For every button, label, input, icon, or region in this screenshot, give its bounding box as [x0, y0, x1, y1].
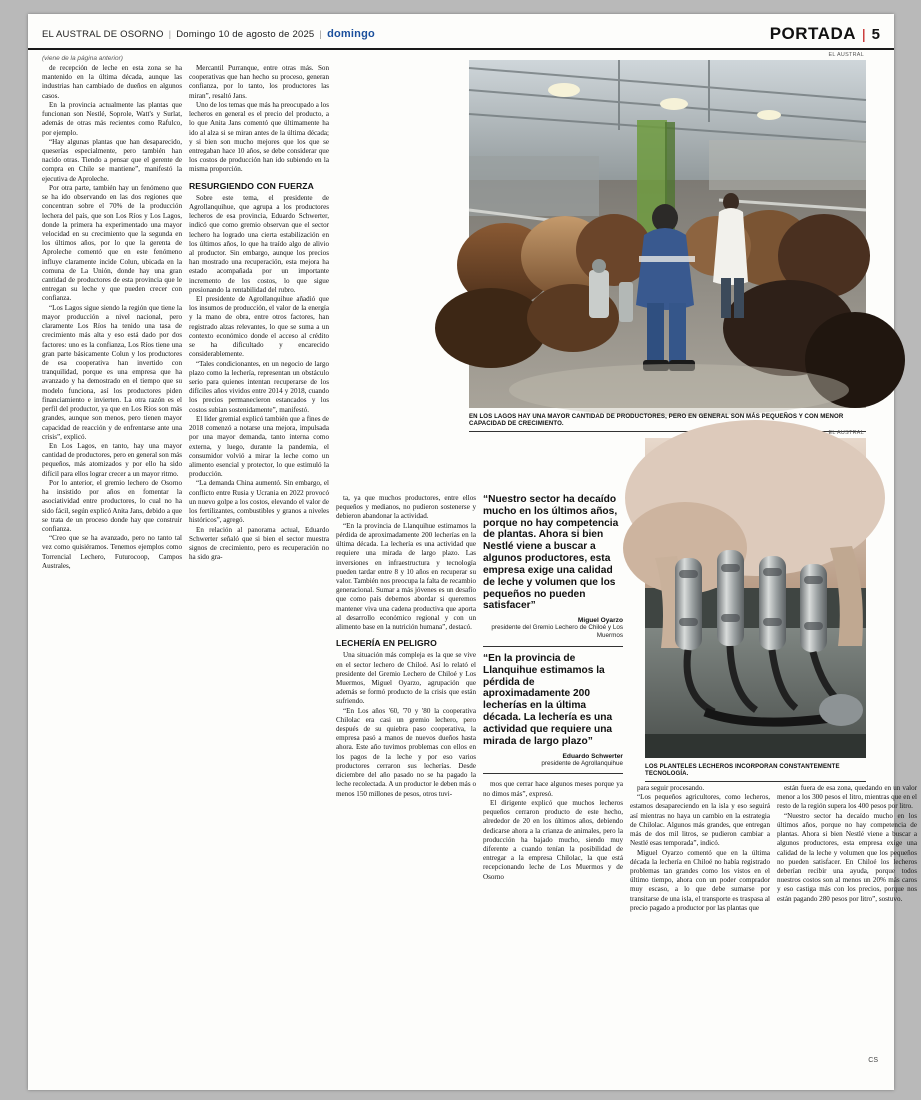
- photo-credit: EL AUSTRAL: [828, 430, 864, 436]
- pullquote-role: presidente del Gremio Lechero de Chiloé y Los Muermos: [491, 624, 623, 640]
- column-4: [483, 64, 623, 1064]
- paragraph: Por lo anterior, el gremio lechero de Osorno ha insistido por años en fomentar la asociatividad entre productores, lo cual no ha sido fácil, según explicó Anita Jans, debido a que se trata de un proceso donde hay que construir confianza.: [42, 478, 182, 533]
- pullquote-author: Miguel Oyarzo: [577, 617, 623, 625]
- pullquote-text: “Nuestro sector ha decaído mucho en los últimos años, porque no hay competencia de plantas. Ahora si bien Nestlé viene a buscar a algunos productores, esta empresa exige una calidad de leche y volumen que los pequeños no pueden satisfacer”: [483, 494, 619, 612]
- paragraph: Una situación más compleja es la que se vive en el sector lechero de Chiloé. Así lo relató el presidente del Gremio Lechero de Chiloé y Los Muermos, Miguel Oyarzo, agrupación que además se formó producto de la crisis que están sufriendo.: [336, 651, 476, 706]
- section-title: PORTADA: [769, 24, 857, 43]
- paragraph: Mercantil Purranque, entre otras más. Son cooperativas que han hecho su proceso, generan confianza, por lo tanto, los productores las miran”, resaltó Jans.: [189, 64, 329, 100]
- paragraph: ta, ya que muchos productores, entre ellos pequeños y medianos, no pudieron sostenerse y debieron abandonar la actividad.: [336, 494, 476, 521]
- subhead-peligro: LECHERÍA EN PELIGRO: [336, 638, 437, 649]
- page-content: [28, 50, 917, 1070]
- pullquote-oyarzo: [483, 494, 623, 647]
- column-6: [777, 64, 917, 1064]
- continuation-note: (viene de la página anterior): [42, 55, 123, 62]
- divider: [483, 646, 623, 647]
- masthead-right: [770, 24, 880, 44]
- masthead-divider-2: |: [319, 29, 323, 40]
- page-number: 5: [871, 26, 880, 43]
- paragraph: Uno de los temas que más ha preocupado a los lecheros en general es el precio del producto, a lo que Anita Jans comentó que últimamente ha ido al alza si se miran antes de la última década; y si bien son mucho mejores que los que se entregaban hace 10 años, se debe considerar que los costos de producción han ido subiendo en la misma proporción.: [189, 100, 329, 174]
- paragraph: “La demanda China aumentó. Sin embargo, el conflicto entre Rusia y Ucrania en 2022 provocó un nuevo golpe a los costos, elevando el valor de los fertilizantes, combustibles y granos a niveles históricos”, agregó.: [189, 479, 329, 525]
- photo-credit: EL AUSTRAL: [828, 52, 864, 58]
- paragraph: “Los Lagos sigue siendo la región que tiene la mayor producción a nivel nacional, pero claramente Los Ríos ha tenido una tasa de crecimiento más alta y eso está dado por dos factores: uno es la confianza, Los Ríos tiene una gran parte básicamente Colun y los productores de esa cooperativa han invertido con tranquilidad, porque es una empresa que ha avanzado y ha demostrado en el tiempo que su modelo funciona, así los productores piden financiamiento e invierten. La otra razón es el perfil del productor, ya que en Los Ríos son más grandes, aunque son menos, pero tienen mayor capacidad de reacción y de enfrentarse ante una crisis”, explicó.: [42, 303, 182, 441]
- masthead-divider-3: |: [862, 26, 866, 42]
- paragraph: “Los pequeños agricultores, como lecheros, estamos desapareciendo en la isla y eso seguirá así mientras no haya un cambio en la estrategia de Chilolac. Algunos más grandes, que entregan más de dos mil litros, se pudieron cambiar a Nestlé esas temporada”, indicó.: [630, 793, 770, 848]
- supplement-name: domingo: [327, 28, 375, 40]
- page-fold-mark: CS: [868, 1057, 878, 1064]
- paragraph: “En la provincia de Llanquihue estimamos la pérdida de aproximadamente 200 lecherías en la última década. La lechería es una actividad que requiere una mirada de largo plazo. Las inversiones en infraestructura y tecnología pueden tardar entre 8 y 10 años en recuperar su valor. También nos preocupa la falta de recambio generacional. Sumar a más jóvenes es un desafío que como país debemos abordar si queremos mantener viva una cadena productiva que aporta al desarrollo económico regional y con un alimento base en la nutrición humana”, destacó.: [336, 521, 476, 632]
- divider: [483, 773, 623, 774]
- pullquote-author: Eduardo Schwerter: [562, 752, 623, 760]
- paragraph: En relación al panorama actual, Eduardo Schwerter señaló que si bien el sector muestra signos de crecimiento, pero es recuperación no ha sido gra-: [189, 525, 329, 562]
- masthead: [28, 14, 894, 50]
- paragraph: “En Los años '60, '70 y '80 la cooperativa Chilolac era casi un gremio lechero, pero después de su quiebra paso cooperativa, la empresa pasó a manos de nuevos dueños hasta ahora. Este año tuvimos problemas con ellos en los pagos de la leche y por eso varios productores cerraron sus lecherías. Desde diciembre del año pasado no se ha pagado la leche recolectada. A un productor le deben más o menos 150 millones de pesos, otros tuvi-: [336, 706, 476, 798]
- paper-name: EL AUSTRAL DE OSORNO: [42, 29, 164, 40]
- masthead-divider-1: |: [168, 29, 172, 40]
- caption-equipment-photo: LOS PLANTELES LECHEROS INCORPORAN CONSTANTEMENTE TECNOLOGÍA.: [645, 760, 866, 782]
- paragraph: En Los Lagos, en tanto, hay una mayor cantidad de productores, pero en general son más pequeños, más atomizados y por ello ha sido difícil para ellos lograr crecer a un mayor ritmo.: [42, 441, 182, 478]
- masthead-left: [42, 28, 375, 40]
- paragraph: mos que cerrar hace algunos meses porque ya no dimos más”, expresó.: [483, 780, 623, 798]
- caption-milking-photo: EN LOS LAGOS HAY UNA MAYOR CANTIDAD DE PRODUCTORES, PERO EN GENERAL SON MÁS PEQUEÑOS Y CON MENOR CAPACIDAD DE CRECIMIENTO.: [469, 410, 866, 432]
- column-5: [630, 64, 770, 1064]
- paragraph: Miguel Oyarzo comentó que en la última década la lechería en Chiloé no había registrado problemas tan grandes como los vistos en el último tiempo, ahora con un poder comprador muy escaso, a lo que debe sumarse por transitarse de una isla, el transporte es traspasa al precio pagado a productor por las plantas que: [630, 848, 770, 912]
- subhead-resurgiendo: RESURGIENDO CON FUERZA: [189, 180, 314, 191]
- paragraph: Sobre este tema, el presidente de Agrollanquihue, que agrupa a los productores lecheros de esa provincia, Eduardo Schwerter, indicó que como gremio observan que el sector lechero ha logrado una cierta estabilización en los últimos años, lo que ha traído algo de alivio al productor. Sin embargo, aunque los precios han mostrado una recuperación, esta mejora ha estado acompañada por un importante incremento de los costos, lo que sigue presionando la rentabilidad del rubro.: [189, 193, 329, 294]
- pullquote-text: “En la provincia de Llanquihue estimamos la pérdida de aproximadamente 200 lecherías en la última década. La lechería es una actividad que requiere una mirada de largo plazo”: [483, 653, 613, 747]
- paragraph: “Tales condicionantes, en un negocio de largo plazo como la lechería, representan un obstáculo serio para quienes intentan recuperarse de los difíciles años vividos entre 2014 y 2018, cuando los precios permanecieron estancados y los costos subían sostenidamente”, manifestó.: [189, 359, 329, 414]
- pullquote-role: presidente de Agrollanquihue: [541, 759, 623, 767]
- paragraph: “Creo que se ha avanzado, pero no tanto tal vez como quisiéramos. Tenemos ejemplos como Torrencial Lechero, Futurocoop, Campos Australes,: [42, 534, 182, 570]
- paragraph: Por otra parte, también hay un fenómeno que se ha ido observando en las dos regiones que concentran sobre el 70% de la producción lechera del país, que son Los Ríos y Los Lagos, donde la primera ha experimentado una mayor velocidad en su crecimiento que la segunda en los últimos años, por lo que la gerenta de Aproleche comentó que en este fenómeno influye claramente incide Colun, ubicada en la comuna de La Unión, donde hay una gran cantidad de productores de esta provincia que le entregan su leche y que pueden crecer con confianza.: [42, 183, 182, 303]
- paragraph: están fuera de esa zona, quedando en un valor menor a los 300 pesos el litro, mientras que en el resto de la región supera los 400 pesos por litro.: [777, 784, 917, 811]
- paragraph: El líder gremial explicó también que a fines de 2018 comenzó a notarse una mejora, impulsada por una mayor demanda, tanto interna como externa, y luego, durante la pandemia, el consumidor volvió a mirar la leche como un alimento esencial y protector, lo que estimuló la producción.: [189, 414, 329, 479]
- paragraph: El dirigente explicó que muchos lecheros pequeños cerraron producto de este hecho, alrededor de 20 en los últimos años, debiendo dedicarse ahora a la crianza de animales, pero la producción ha bajado mucho, siendo muy diferente a cuando tenían la posibilidad de entregar a la empresa Chilolac, la que está recepcionando leche de Los Muermos y de Osorno: [483, 798, 623, 881]
- article-columns: [42, 64, 917, 1064]
- paragraph: “Hay algunas plantas que han desaparecido, queserías especialmente, pero también han nacido otras. Tiendo a pensar que el gerente de compra en Chile se mantiene”, manifestó la ejecutiva de Aproleche.: [42, 137, 182, 183]
- paragraph: El presidente de Agrollanquihue añadió que los insumos de producción, el valor de la energía y la mano de obra, entre otros factores, han registrado alzas relevantes, lo que se suma a un contexto económico donde el acceso al crédito se ha dificultado y encarecido considerablemente.: [189, 295, 329, 359]
- newspaper-page: [28, 14, 917, 1090]
- pullquote-schwerter: [483, 653, 623, 774]
- paragraph: “Nuestro sector ha decaído mucho en los últimos años, porque no hay competencia de plantas. Ahora si bien Nestlé viene a buscar a algunos productores, esta empresa exige una calidad de la leche y volumen que los pequeños no pueden satisfacer. En Chiloé los lecheros deberían recibir una ayuda, porque todos nuestros costos son al menos un 20% más caros y eso castiga más con los precios, porque nos están pagando 280 pesos por litro”, sostuvo.: [777, 811, 917, 903]
- issue-date: Domingo 10 de agosto de 2025: [176, 29, 315, 40]
- paragraph: En la provincia actualmente las plantas que funcionan son Nestlé, Soprole, Watt's y Surlat, además de otras más recientes como Rafulco, por ejemplo.: [42, 100, 182, 137]
- paragraph: de recepción de leche en esta zona se ha mantenido en la última década, aunque las industrias han cambiado de dueños en algunos casos.: [42, 64, 182, 100]
- paragraph: para seguir procesando.: [637, 784, 705, 792]
- column-2: [189, 64, 329, 1064]
- column-3: [336, 64, 476, 1064]
- column-1: [42, 64, 182, 1064]
